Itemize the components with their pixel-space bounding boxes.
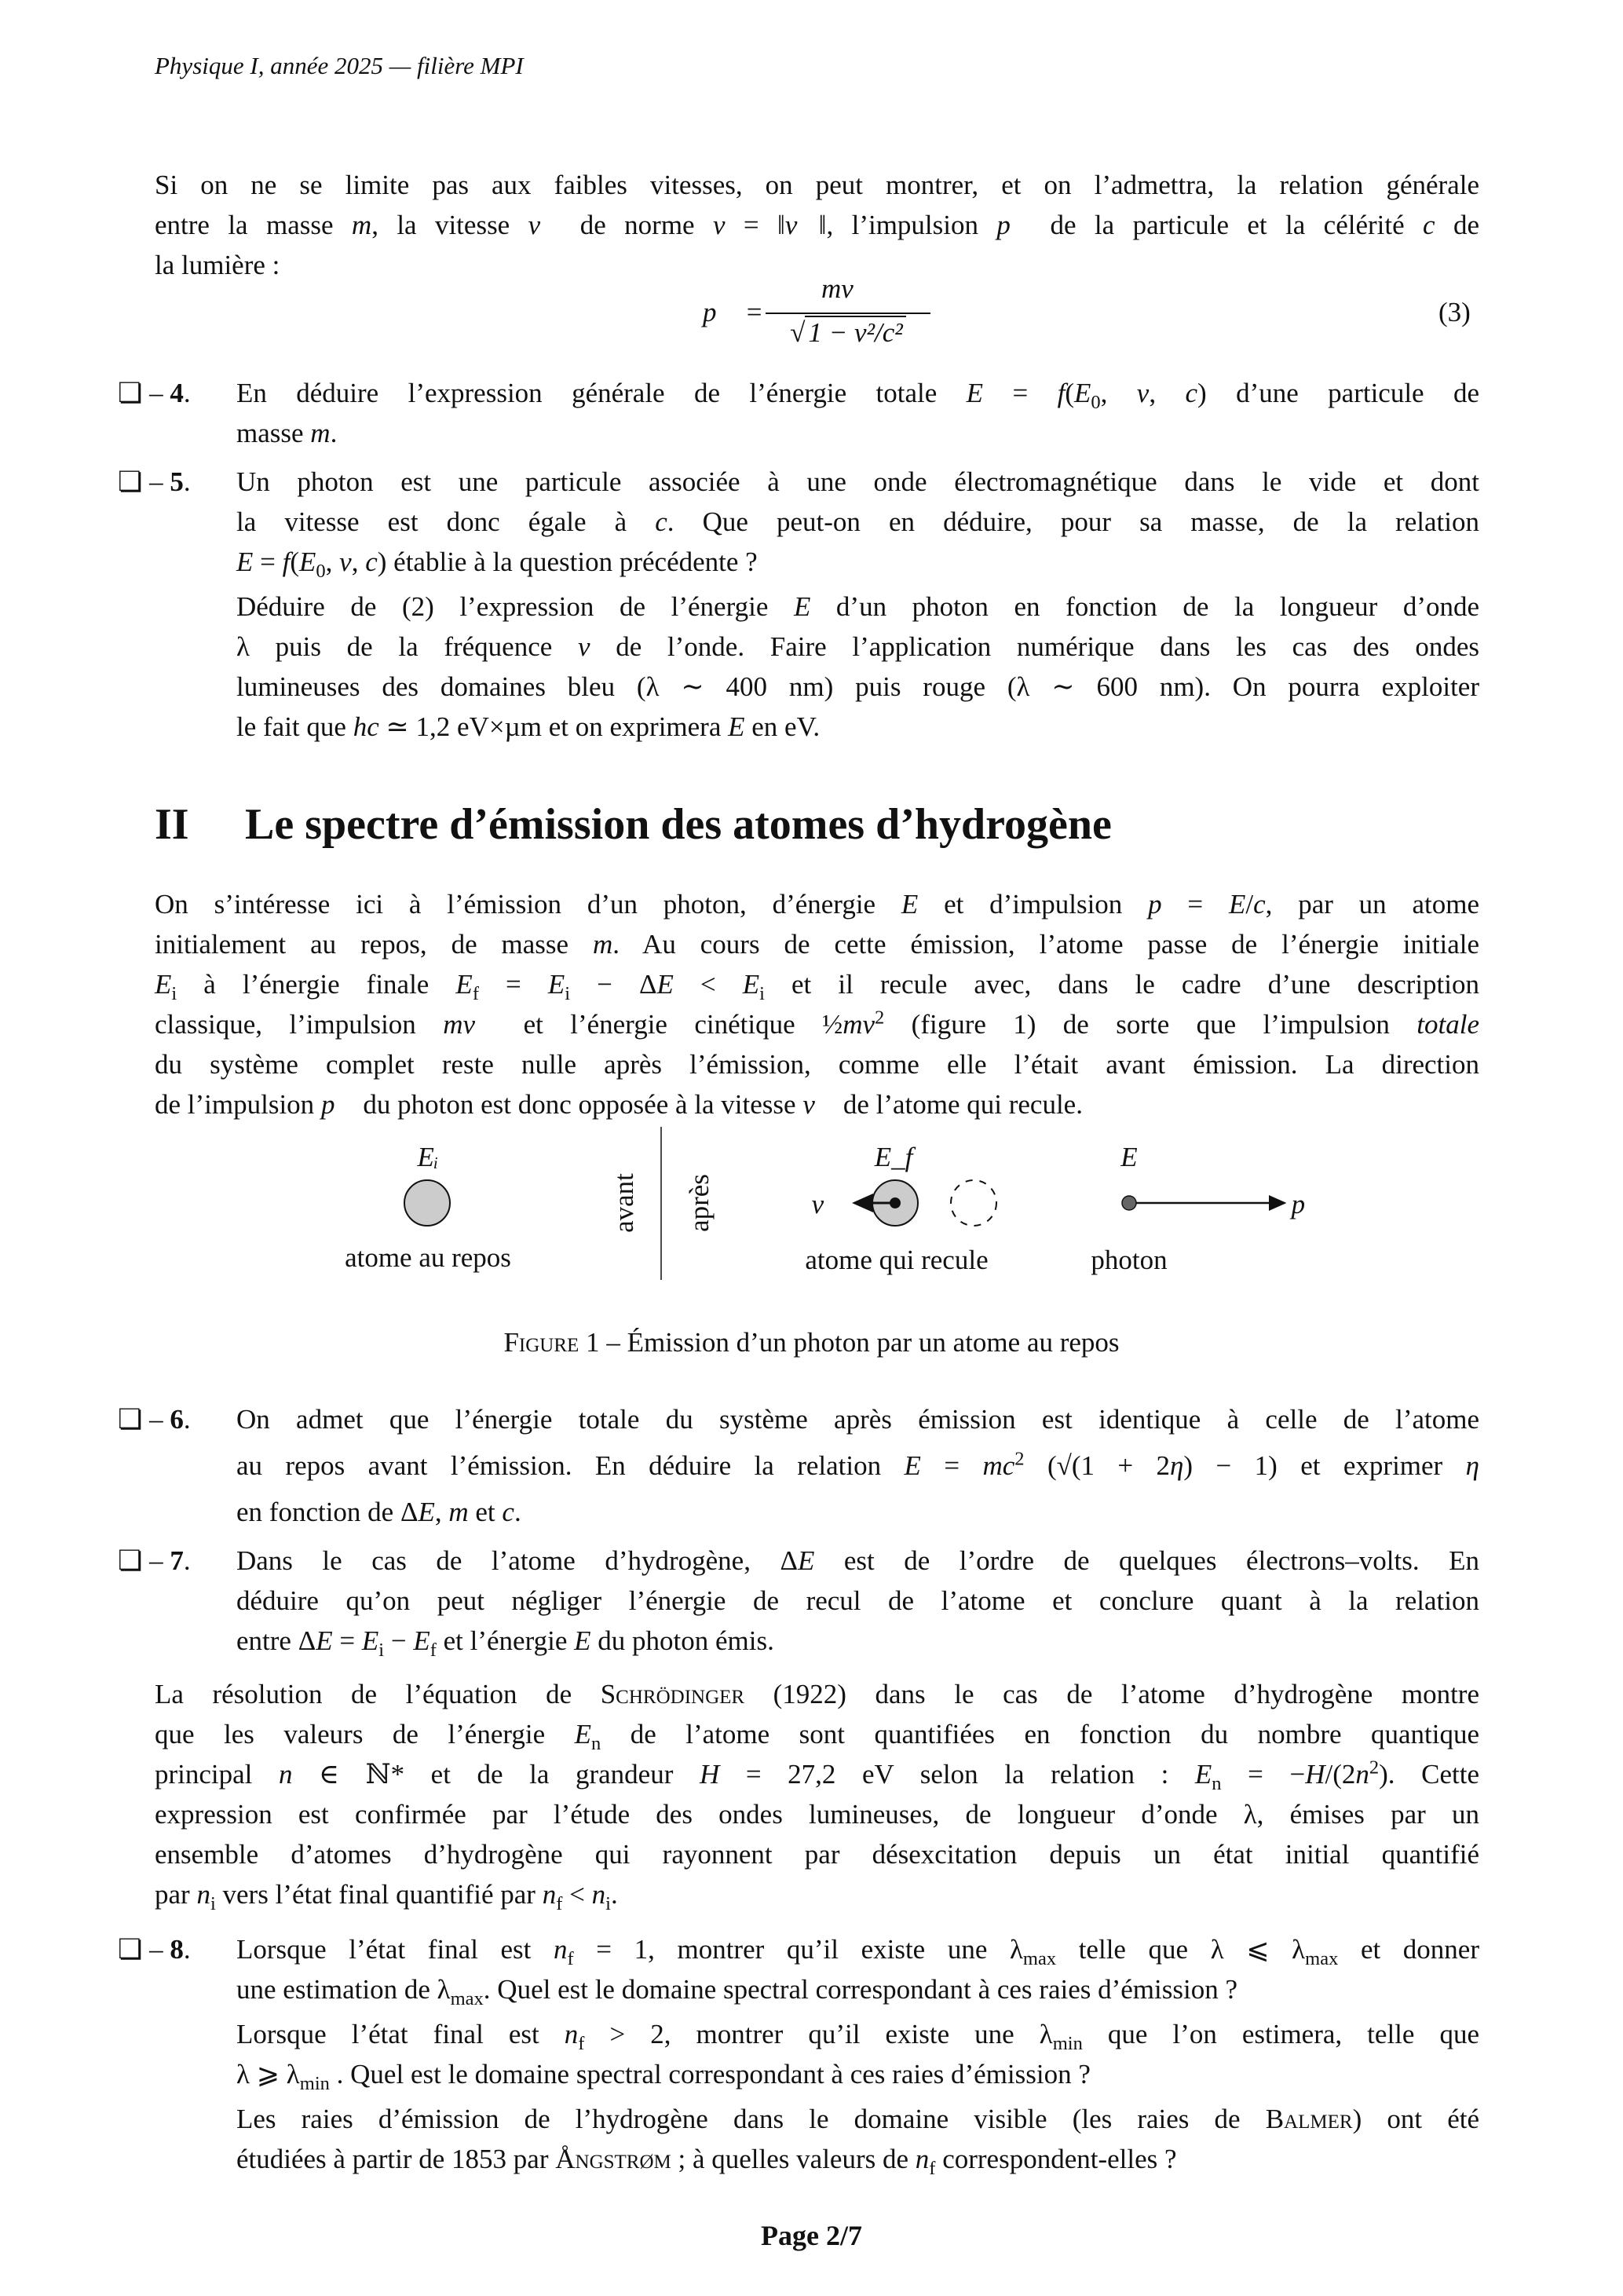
text-line: le fait que hc ≃ 1,2 eV×µm et on exprimera E en eV. [236, 711, 821, 742]
label-p: p⃗ [1291, 1189, 1327, 1219]
text-line: Les raies d’émission de l’hydrogène dans le domaine visible (les raies de Balmer) ont été [236, 2104, 1479, 2134]
math-symbol: E [574, 1625, 591, 1656]
math-symbol: v [712, 210, 726, 240]
label-Ei: Eᵢ [417, 1142, 439, 1172]
math-symbol: mc [982, 1450, 1015, 1481]
equation-number: (3) [1438, 297, 1471, 327]
math-symbol: n [1355, 1759, 1369, 1790]
text-line: entre $\Delta E = E_i - E_f$ et l’énergie E du photon émis. [236, 1625, 774, 1661]
text-line: que les valeurs de l’énergie $E_n$ de l’atome sont quantifiées en fonction du nombre quantique [155, 1719, 1480, 1754]
text-line: par $n_i$ vers l’état final quantifié par $n_f < n_i$. [155, 1879, 618, 1914]
text-line: Déduire de (2) l’expression de l’énergie E d’un photon en fonction de la longueur d’onde [236, 591, 1480, 622]
page-number: Page 2/7 [761, 2220, 862, 2251]
text-line: déduire qu’on peut négliger l’énergie de recul de l’atome et conclure quant à la relation [236, 1585, 1479, 1616]
subscript: f [556, 1893, 563, 1914]
math-symbol: ν [577, 631, 590, 662]
text-line: une estimation de $\lambda_{max}$. Quel est le domaine spectral correspondant à ces raies d’émission ? [236, 1974, 1238, 2009]
denominator [766, 316, 930, 349]
math-symbol: c [365, 547, 378, 577]
question-number: 8 [170, 1934, 184, 1965]
radicand: 1 − v²/c² [805, 316, 905, 349]
text-line: On admet que l’énergie totale du système après émission est identique à celle de l’atome [236, 1404, 1479, 1435]
subscript: f [472, 983, 479, 1004]
numerator: mv⃗ [821, 273, 875, 304]
checkbox-marker: ❏ – [118, 378, 170, 408]
math-symbol: E [455, 969, 473, 1000]
question-text [236, 1396, 1479, 1535]
math-symbol: v⃗ [802, 1089, 837, 1120]
equation-lhs: p⃗ = [703, 297, 764, 327]
text-line: de l’impulsion p⃗ du photon est donc opposée à la vitesse v⃗ de l’atome qui recule. [155, 1089, 1083, 1120]
math-symbol: c [502, 1497, 514, 1527]
question-6 [118, 1396, 1479, 1535]
subscript: i [759, 983, 765, 1004]
fraction-bar [766, 313, 930, 314]
section-intro-paragraph [155, 885, 1479, 1125]
math-symbol: E [728, 711, 745, 742]
subscript: min [1052, 2033, 1083, 2054]
proper-name: Balmer [1265, 2104, 1353, 2134]
math-symbol: p⃗ [996, 210, 1033, 240]
question-label: ❏ – 5. [118, 466, 191, 497]
question-number: 7 [170, 1545, 184, 1576]
subscript: i [565, 983, 571, 1004]
math-symbol: η [1170, 1450, 1184, 1481]
question-8 [118, 1929, 1479, 2179]
figure-caption [0, 1327, 1623, 1358]
section-heading [155, 799, 1112, 850]
initial-position-ghost [951, 1180, 996, 1226]
equation-3 [0, 273, 1623, 367]
superscript: 2 [1014, 1448, 1025, 1470]
subscript: n [1212, 1773, 1222, 1794]
math-symbol: E [1194, 1759, 1212, 1790]
text-line: expression est confirmée par l’étude des ondes lumineuses, de longueur d’onde λ, émises par un [155, 1799, 1479, 1830]
label-atom-rest: atome au repos [345, 1242, 511, 1273]
math-symbol: E [966, 378, 984, 408]
math-symbol: E [793, 591, 811, 622]
text-line: entre la masse m, la vitesse v⃗ de norme v = ‖v⃗‖, l’impulsion p⃗ de la particule et la célérité c de [155, 210, 1479, 240]
math-symbol: c [655, 506, 667, 537]
math-symbol: hc [353, 711, 379, 742]
math-symbol: m [310, 418, 331, 448]
math-symbol: f [282, 547, 291, 577]
math-symbol: m [593, 929, 613, 960]
math-symbol: n [915, 2144, 930, 2174]
subscript: f [929, 2158, 936, 2179]
text-line: La résolution de l’équation de Schrödinger (1922) dans le cas de l’atome d’hydrogène montre [155, 1679, 1479, 1709]
superscript: 2 [1369, 1757, 1380, 1779]
sqrt-symbol: √ [790, 317, 806, 348]
proper-name: Schrödinger [600, 1679, 745, 1709]
schrodinger-paragraph [155, 1675, 1479, 1915]
question-text [236, 462, 1479, 582]
math-symbol: E [656, 969, 674, 1000]
label-photon: photon [1091, 1245, 1168, 1275]
math-symbol: E [742, 969, 760, 1000]
math-symbol: v [1136, 378, 1150, 408]
math-symbol: m [351, 210, 372, 240]
math-symbol: n [564, 2019, 579, 2049]
question-7 [118, 1541, 1479, 1661]
subscript: f [567, 1948, 574, 1969]
math-symbol: E [418, 1497, 435, 1527]
question-number: 4 [170, 378, 184, 408]
checkbox-marker: ❏ – [118, 1545, 170, 1576]
math-symbol: n [279, 1759, 293, 1790]
label-after: après [684, 1174, 715, 1232]
proper-name: Ångstrøm [555, 2144, 671, 2174]
math-symbol: E [797, 1545, 815, 1576]
subscript: i [210, 1893, 216, 1914]
label-atom-recoil: atome qui recule [805, 1245, 989, 1275]
section-number: II [155, 800, 189, 849]
subscript: i [605, 1893, 611, 1914]
subscript: f [578, 2033, 585, 2054]
math-symbol: p [1148, 889, 1162, 919]
label-before: avant [609, 1173, 639, 1233]
math-symbol: mv [843, 1009, 875, 1040]
math-symbol: v⃗ [784, 210, 819, 240]
question-4 [118, 373, 1479, 453]
question-text [236, 1541, 1479, 1661]
text-line: Si on ne se limite pas aux faibles vitesses, on peut montrer, et on l’admettra, la relation générale [155, 170, 1479, 200]
math-symbol: E [299, 547, 316, 577]
caption-text: – Émission d’un photon par un atome au repos [599, 1327, 1120, 1358]
math-symbol: p⃗ [320, 1089, 356, 1120]
section-title: Le spectre d’émission des atomes d’hydrogène [245, 800, 1112, 849]
text-line: λ ⩾ $\lambda_{min}$ . Quel est le domaine spectral correspondant à ces raies d’émission ? [236, 2059, 1091, 2094]
subscript: i [378, 1640, 385, 1661]
text-line: On s’intéresse ici à l’émission d’un photon, d’énergie E et d’impulsion p = E/c, par un atome [155, 889, 1479, 919]
subscript: 0 [1091, 392, 1101, 413]
text-line: $E_i$ à l’énergie finale $E_f = E_i - \Delta E < E_i$ et il recule avec, dans le cadre d’une description [155, 969, 1479, 1004]
text-line: principal n ∈ ℕ* et de la grandeur H = 27,2 eV selon la relation : $E_n = -H/(2n^2)$. Cette [155, 1757, 1479, 1794]
figure-1 [0, 1115, 1623, 1319]
question-number: 6 [170, 1404, 184, 1435]
text-line: Lorsque l’état final est $n_f = 1$, montrer qu’il existe une $\lambda_{max}$ telle que λ ⩽ $\lambda_{max}$ et donner [236, 1934, 1479, 1969]
label-E: E [1120, 1142, 1138, 1172]
math-symbol: E [1228, 889, 1246, 919]
question-text-continued [236, 587, 1479, 747]
math-symbol: n [554, 1934, 568, 1965]
math-symbol: totale [1416, 1009, 1479, 1040]
subscript: max [1305, 1948, 1339, 1969]
text-line: Un photon est une particule associée à une onde électromagnétique dans le vide et dont [236, 466, 1479, 497]
math-symbol: E [413, 1625, 430, 1656]
atom-at-rest [404, 1180, 450, 1226]
text-line: au repos avant l’émission. En déduire la relation $E = mc^2$ (√(1 + 2η) − 1) et exprimer η [236, 1448, 1479, 1481]
subscript: n [591, 1733, 601, 1754]
text-line: initialement au repos, de masse m. Au cours de cette émission, l’atome passe de l’énergie initiale [155, 929, 1479, 960]
math-symbol: E [901, 889, 919, 919]
math-symbol: E [1073, 378, 1091, 408]
math-symbol: n [591, 1879, 606, 1910]
question-text-continued [236, 2014, 1479, 2094]
math-symbol: E [547, 969, 565, 1000]
math-symbol: n [542, 1879, 557, 1910]
question-text [236, 1929, 1479, 2009]
math-symbol: E [316, 1625, 333, 1656]
subscript: f [430, 1640, 437, 1661]
question-text [236, 373, 1479, 453]
math-symbol: H [1305, 1759, 1325, 1790]
text-line: En déduire l’expression générale de l’énergie totale $E = f(E_0$, v, c) d’une particule de [236, 378, 1480, 413]
math-symbol: E [904, 1450, 921, 1481]
checkbox-marker: ❏ – [118, 1404, 170, 1435]
question-number: 5 [170, 466, 184, 497]
subscript: max [450, 1988, 484, 2009]
question-5 [118, 462, 1479, 747]
math-symbol: c [1423, 210, 1435, 240]
text-line: masse m. [236, 418, 338, 448]
text-line: λ puis de la fréquence ν de l’onde. Faire l’application numérique dans les cas des ondes [236, 631, 1480, 662]
question-text-continued-2 [236, 2099, 1479, 2179]
question-label: ❏ – 7. [118, 1545, 191, 1576]
math-symbol: E [155, 969, 172, 1000]
math-symbol: v⃗ [528, 210, 562, 240]
superscript: 2 [875, 1007, 885, 1029]
math-symbol: v [339, 547, 352, 577]
text-line: du système complet reste nulle après l’émission, comme elle l’était avant émission. La direction [155, 1049, 1479, 1080]
math-symbol: f [1057, 378, 1066, 408]
checkbox-marker: ❏ – [118, 1934, 170, 1965]
text-line: étudiées à partir de 1853 par Ångstrøm ; à quelles valeurs de $n_f$ correspondent-elles ? [236, 2144, 1177, 2179]
label-Ef: E_f [874, 1142, 913, 1172]
photon-dot [1122, 1196, 1136, 1210]
text-line: $E = f(E_0$, v, c) établie à la question précédente ? [236, 547, 758, 582]
subscript: max [1022, 1948, 1057, 1969]
caption-prefix: Figure 1 [503, 1327, 600, 1358]
math-symbol: η [1465, 1450, 1479, 1481]
question-label: ❏ – 4. [118, 378, 191, 408]
math-symbol: m [448, 1497, 469, 1527]
question-label: ❏ – 8. [118, 1934, 191, 1965]
math-symbol: H [699, 1759, 720, 1790]
atom-center-dot [890, 1197, 901, 1208]
math-symbol: n [196, 1879, 210, 1910]
text-line: lumineuses des domaines bleu (λ ∼ 400 nm) puis rouge (λ ∼ 600 nm). On pourra exploiter [236, 671, 1479, 702]
math-symbol: E [574, 1719, 592, 1749]
text-line: Lorsque l’état final est $n_f > 2$, montrer qu’il existe une $\lambda_{min}$ que l’on estimera, telle que [236, 2019, 1479, 2054]
text-line: ensemble d’atomes d’hydrogène qui rayonnent par désexcitation depuis un état initial quantifié [155, 1839, 1479, 1870]
math-symbol: mv⃗ [443, 1009, 497, 1040]
intro-paragraph [155, 165, 1479, 285]
checkbox-marker: ❏ – [118, 466, 170, 497]
math-symbol: c [1185, 378, 1198, 408]
subscript: i [171, 983, 177, 1004]
text-line: Dans le cas de l’atome d’hydrogène, ΔE est de l’ordre de quelques électrons–volts. En [236, 1545, 1479, 1576]
label-v: v⃗ [811, 1189, 846, 1219]
text-line: classique, l’impulsion mv⃗ et l’énergie cinétique $\frac{1}{2}mv^2$ (figure 1) de sorte que l’impulsion totale [155, 1007, 1479, 1040]
math-symbol: c [1253, 889, 1266, 919]
subscript: 0 [316, 561, 326, 582]
math-symbol: E [236, 547, 254, 577]
text-line: la vitesse est donc égale à c. Que peut-on en déduire, pour sa masse, de la relation [236, 506, 1479, 537]
question-label: ❏ – 6. [118, 1404, 191, 1435]
math-symbol: E [361, 1625, 379, 1656]
page-header: Physique I, année 2025 — filière MPI [155, 52, 524, 79]
text-line: la lumière : [155, 250, 280, 280]
fraction [766, 273, 930, 349]
subscript: min [299, 2073, 330, 2094]
text-line: en fonction de ΔE, m et c. [236, 1497, 521, 1527]
